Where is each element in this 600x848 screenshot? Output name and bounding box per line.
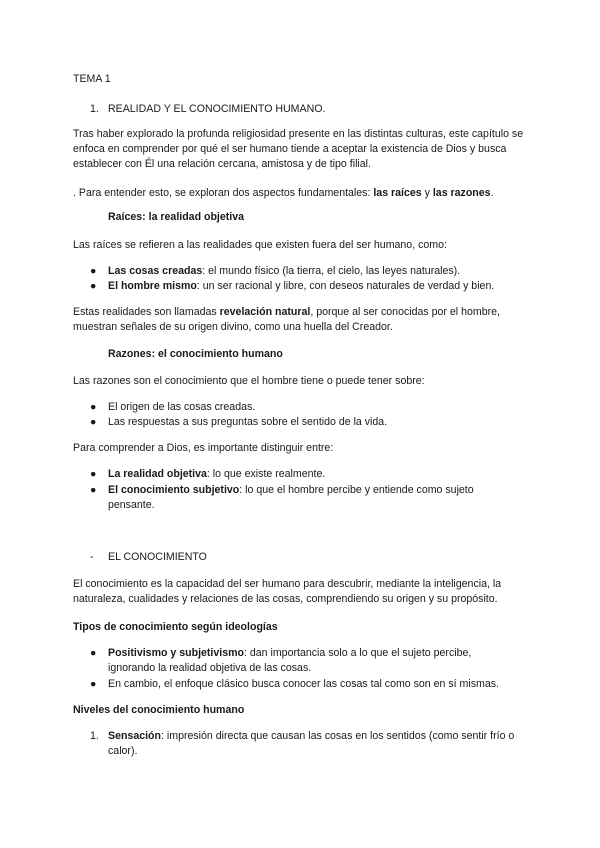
- razones-title: Razones: el conocimiento humano: [108, 348, 283, 360]
- bullet-marker: ●: [90, 647, 97, 659]
- list-item: El hombre mismo: un ser racional y libre, con deseos naturales de verdad y bien.: [108, 280, 495, 292]
- dash-marker: -: [90, 551, 94, 563]
- intro-paragraph: Tras haber explorado la profunda religiosidad presente en las distintas culturas, este capítulo se enfoca en comprender por qué el ser humano tiende a aceptar la existencia de Dios y busca establecer con Él una relación cercana, amistosa y de tipo filial.: [73, 128, 524, 170]
- raices-title: Raíces: la realidad objetiva: [108, 211, 245, 223]
- list-item: El origen de las cosas creadas.: [108, 401, 256, 413]
- aspects-paragraph: . Para entender esto, se exploran dos aspectos fundamentales: las raíces y las razones.: [73, 187, 494, 199]
- bullet-marker: ●: [90, 678, 97, 690]
- bullet-marker: ●: [90, 468, 97, 480]
- list-item: La realidad objetiva: lo que existe realmente.: [108, 468, 326, 480]
- razones-intro: Las razones son el conocimiento que el hombre tiene o puede tener sobre:: [73, 375, 425, 387]
- raices-intro: Las raíces se refieren a las realidades que existen fuera del ser humano, como:: [73, 239, 447, 251]
- list-item: Sensación: impresión directa que causan las cosas en los sentidos (como sentir frío o calor).: [108, 730, 515, 757]
- section-heading: REALIDAD Y EL CONOCIMIENTO HUMANO.: [108, 103, 326, 115]
- list-item: En cambio, el enfoque clásico busca conocer las cosas tal como son en sí mismas.: [108, 678, 499, 690]
- niveles-title: Niveles del conocimiento humano: [73, 704, 245, 716]
- list-item: Positivismo y subjetivismo: dan importancia solo a lo que el sujeto percibe, ignorando la realidad objetiva de las cosas.: [108, 647, 472, 674]
- conocimiento-definition: El conocimiento es la capacidad del ser humano para descubrir, mediante la inteligencia, la naturaleza, cualidades y relaciones de las cosas, comprendiendo su origen y su propósito.: [73, 578, 502, 605]
- distinguir-paragraph: Para comprender a Dios, es importante distinguir entre:: [73, 442, 334, 454]
- bullet-marker: ●: [90, 484, 97, 496]
- bullet-marker: ●: [90, 265, 97, 277]
- bullet-marker: ●: [90, 401, 97, 413]
- list-item: Las cosas creadas: el mundo físico (la tierra, el cielo, las leyes naturales).: [108, 265, 461, 277]
- revelacion-paragraph: Estas realidades son llamadas revelación natural, porque al ser conocidas por el hombre, muestran señales de su origen divino, como una huella del Creador.: [73, 306, 500, 333]
- tema-label: TEMA 1: [73, 73, 111, 85]
- list-item: El conocimiento subjetivo: lo que el hombre percibe y entiende como sujeto pensante.: [108, 484, 474, 511]
- heading-number: 1.: [90, 103, 99, 115]
- list-number: 1.: [90, 730, 99, 742]
- list-item: Las respuestas a sus preguntas sobre el sentido de la vida.: [108, 416, 388, 428]
- bullet-marker: ●: [90, 416, 97, 428]
- bullet-marker: ●: [90, 280, 97, 292]
- tipos-title: Tipos de conocimiento según ideologías: [73, 621, 278, 633]
- conocimiento-heading: EL CONOCIMIENTO: [108, 551, 207, 563]
